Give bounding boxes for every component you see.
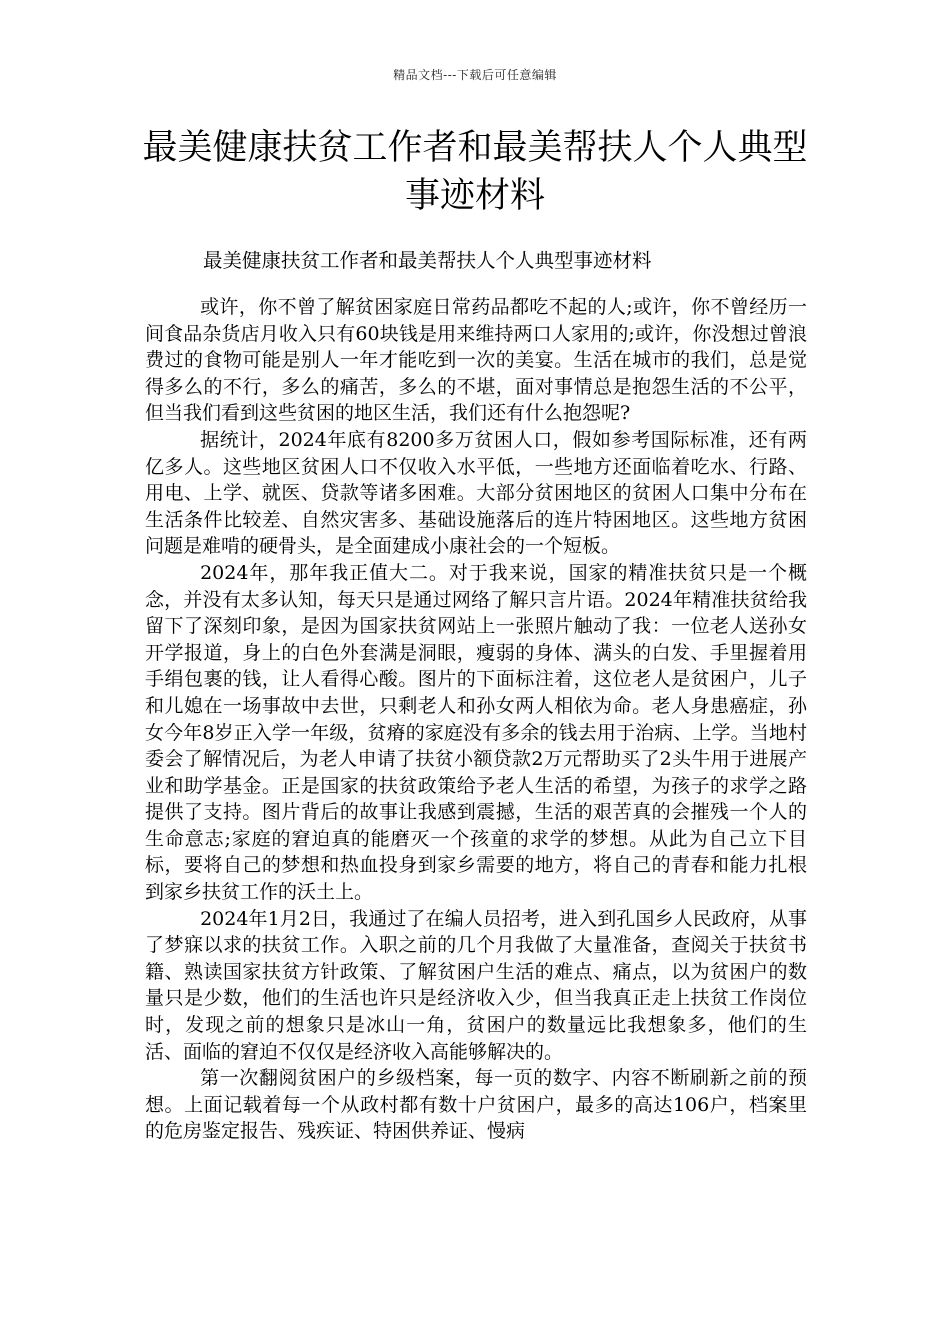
body-paragraph: 2024年，那年我正值大二。对于我来说，国家的精准扶贫只是一个概念，并没有太多认知，每天只是通过网络了解只言片语。2024年精准扶贫给我留下了深刻印象，是因为国家扶贫网站上一张照片触动了我：一位老人送孙女开学报道，身上的白色外套满是洞眼，瘦弱的身体、满头的白发、手里握着用手绢包裹的钱，让人看得心酸。图片的下面标注着，这位老人是贫困户，儿子和儿媳在一场事故中去世，只剩老人和孙女两人相依为命。老人身患癌症，孙女今年8岁正入学一年级，贫瘠的家庭没有多余的钱去用于治病、上学。当地村委会了解情况后，为老人申请了扶贫小额贷款2万元帮助买了2头牛用于进展产业和助学基金。正是国家的扶贫政策给予老人生活的希望，为孩子的求学之路提供了支持。图片背后的故事让我感到震撼，生活的艰苦真的会摧残一个人的生命意志;家庭的窘迫真的能磨灭一个孩童的求学的梦想。从此为自己立下目标，要将自己的梦想和热血投身到家乡需要的地方，将自己的青春和能力扎根到家乡扶贫工作的沃土上。 (145, 561, 807, 904)
document-title: 最美健康扶贫工作者和最美帮扶人个人典型事迹材料 (142, 128, 808, 216)
body-paragraph: 第一次翻阅贫困户的乡级档案，每一页的数字、内容不断刷新之前的预想。上面记载着每一个从政村都有数十户贫困户，最多的高达106户，档案里的危房鉴定报告、残疾证、特困供养证、慢病 (145, 1067, 807, 1143)
body-paragraph: 2024年1月2日，我通过了在编人员招考，进入到孔国乡人民政府，从事了梦寐以求的扶贫工作。入职之前的几个月我做了大量准备，查阅关于扶贫书籍、熟读国家扶贫方针政策、了解贫困户生活的难点、痛点，以为贫困户的数量只是少数，他们的生活也许只是经济收入少，但当我真正走上扶贫工作岗位时，发现之前的想象只是冰山一角，贫困户的数量远比我想象多，他们的生活、面临的窘迫不仅仅是经济收入高能够解决的。 (145, 907, 807, 1063)
body-paragraph: 或许，你不曾了解贫困家庭日常药品都吃不起的人;或许，你不曾经历一间食品杂货店月收入只有60块钱是用来维持两口人家用的;或许，你没想过曾浪费过的食物可能是别人一年才能吃到一次的美宴。生活在城市的我们，总是觉得多么的不行，多么的痛苦，多么的不堪，面对事情总是抱怨生活的不公平，但当我们看到这些贫困的地区生活，我们还有什么抱怨呢? (145, 296, 807, 425)
document-body (145, 294, 807, 1145)
document-subtitle: 最美健康扶贫工作者和最美帮扶人个人典型事迹材料 (203, 249, 652, 272)
page-header-watermark: 精品文档---下载后可任意编辑 (393, 68, 557, 82)
body-paragraph: 据统计，2024年底有8200多万贫困人口，假如参考国际标准，还有两亿多人。这些地区贫困人口不仅收入水平低，一些地方还面临着吃水、行路、用电、上学、就医、贷款等诸多困难。大部分贫困地区的贫困人口集中分布在生活条件比较差、自然灾害多、基础设施落后的连片特困地区。这些地方贫困问题是难啃的硬骨头，是全面建成小康社会的一个短板。 (145, 428, 807, 558)
